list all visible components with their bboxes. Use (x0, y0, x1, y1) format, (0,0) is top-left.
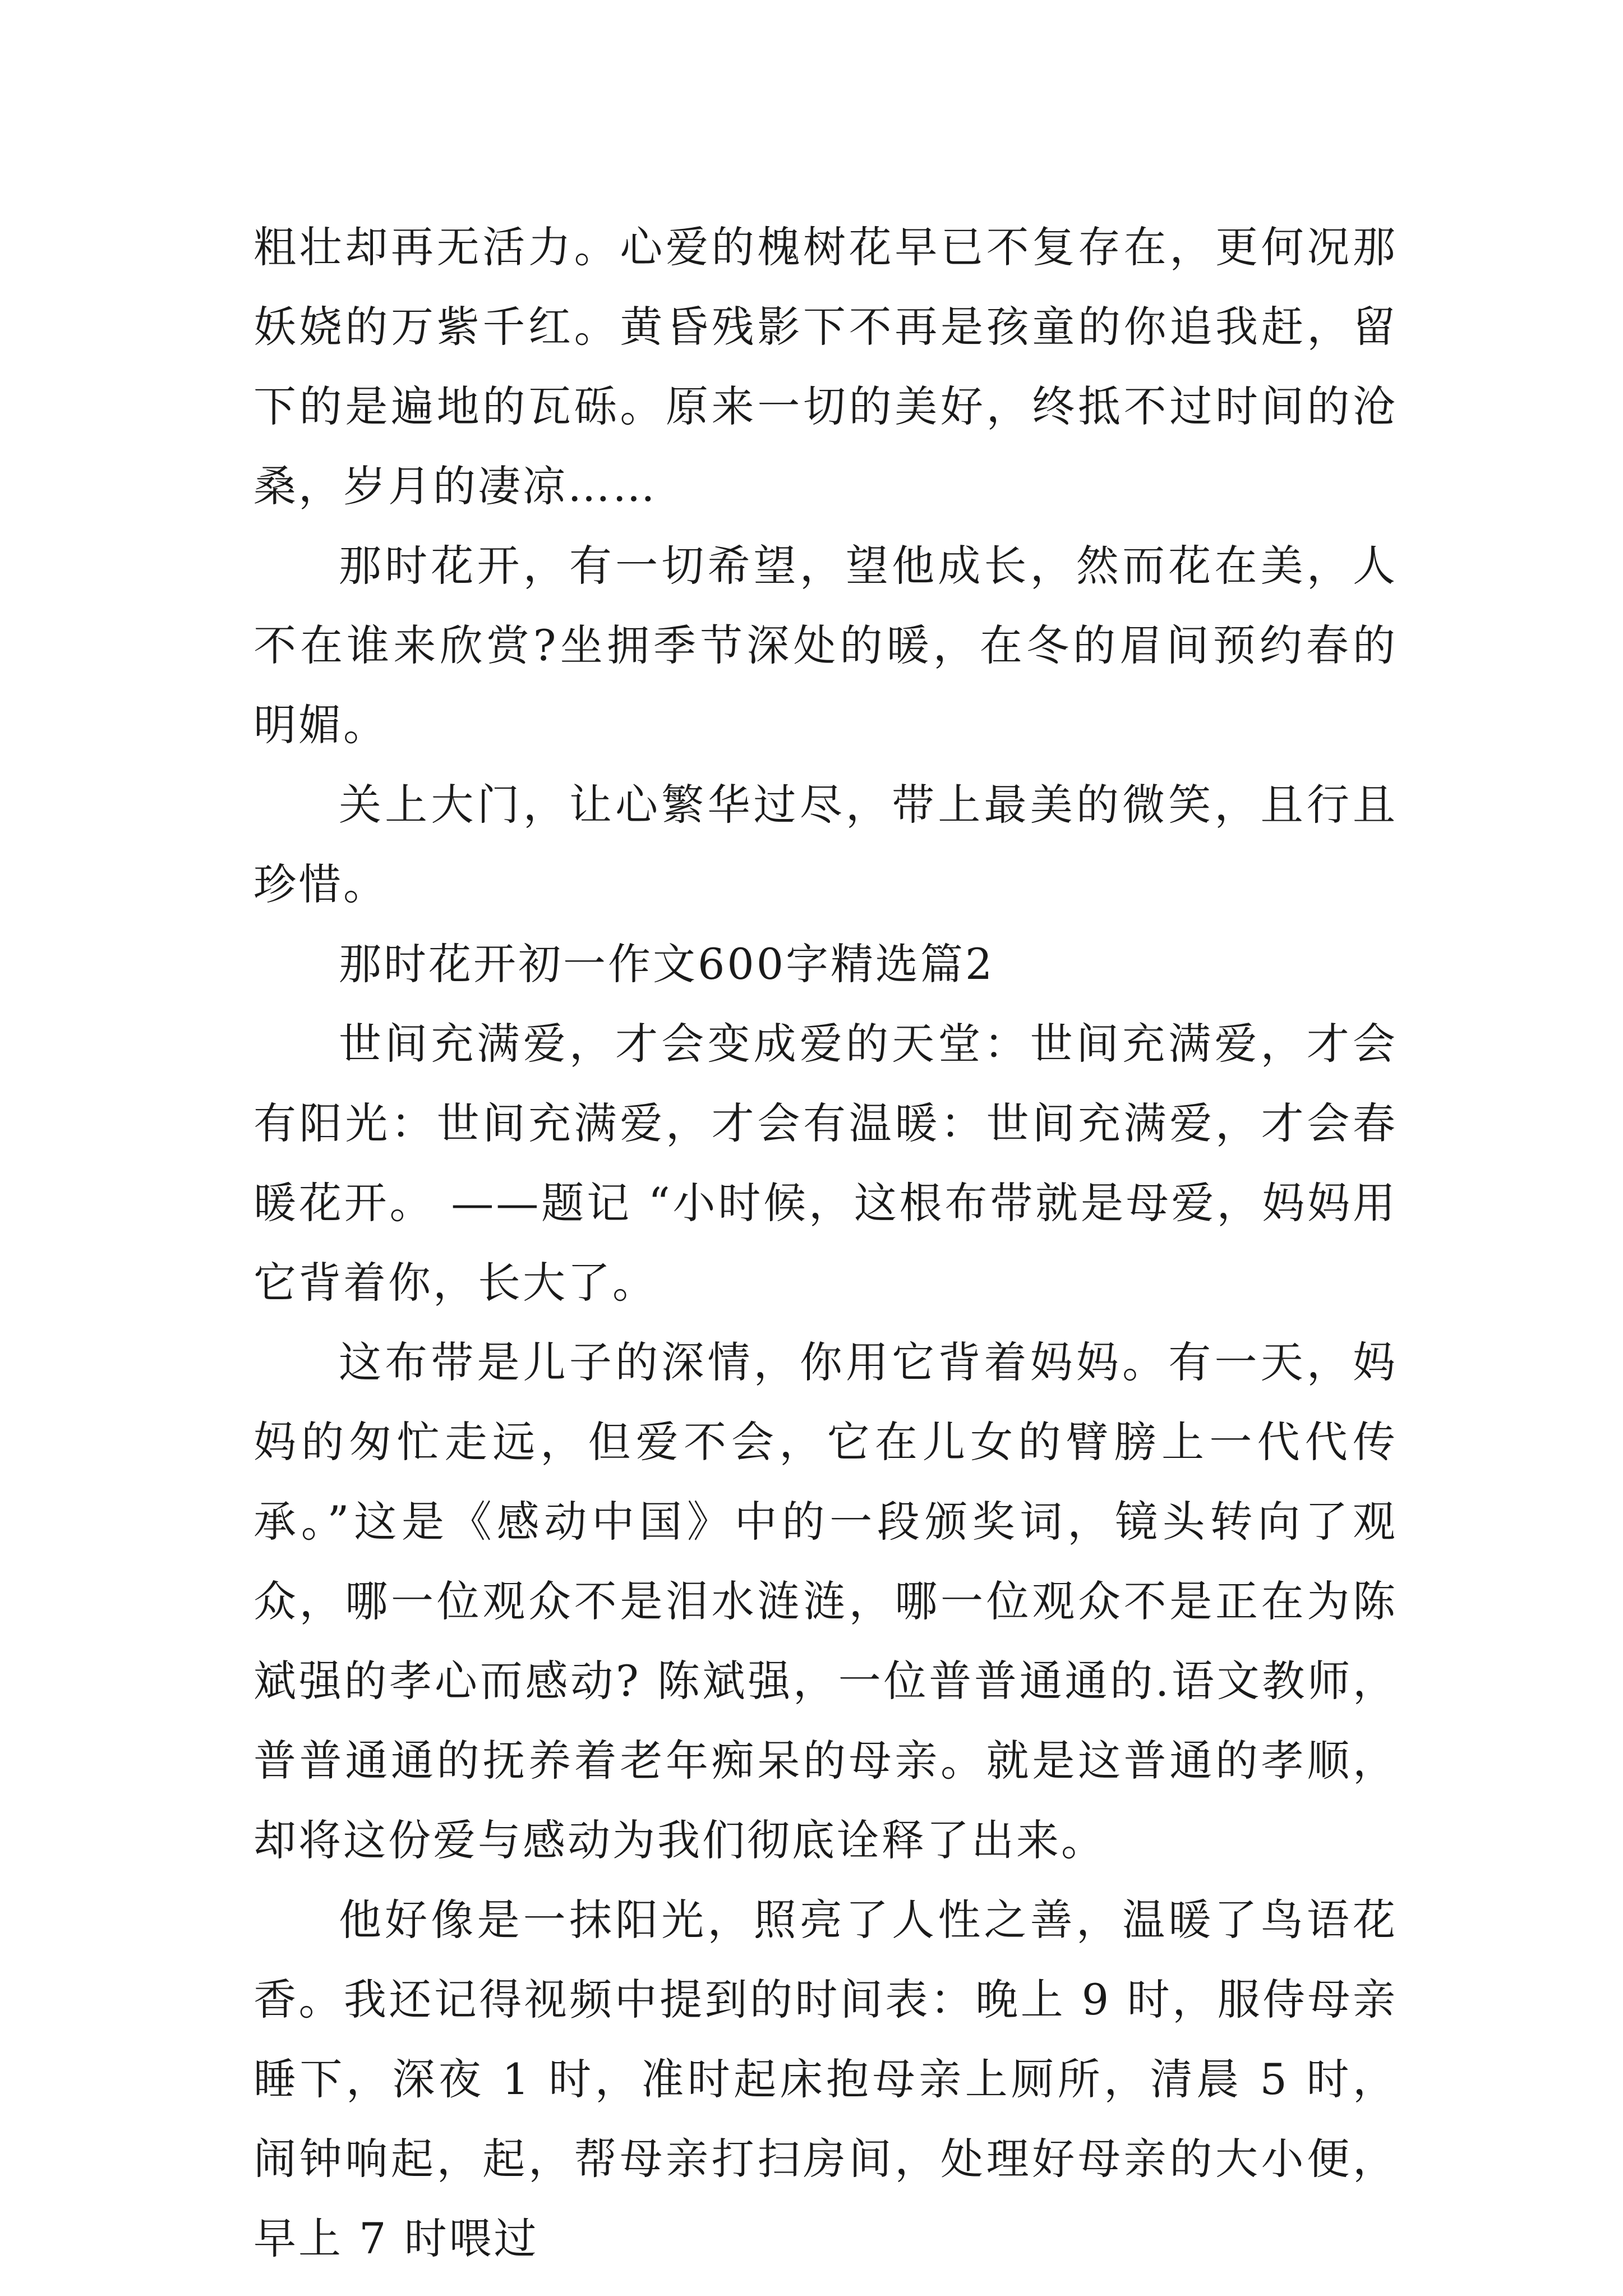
paragraph: 那时花开，有一切希望，望他成长，然而花在美，人不在谁来欣赏?坐拥季节深处的暖，在冬的眉间预约春的明媚。 (253, 541, 1398, 750)
document-body (253, 208, 1398, 2279)
section-heading: 那时花开初一作文600字精选篇2 (339, 939, 995, 989)
paragraph: 他好像是一抹阳光，照亮了人性之善，温暖了鸟语花香。我还记得视频中提到的时间表：晚上 9 时，服侍母亲睡下，深夜 1 时，准时起床抱母亲上厕所，清晨 5 时，闹钟响起，起，帮母亲打扫房间，处理好母亲的大小便，早上 7 时喂过 (253, 1895, 1398, 2263)
paragraph: 粗壮却再无活力。心爱的槐树花早已不复存在，更何况那妖娆的万紫千红。黄昏残影下不再是孩童的你追我赶，留下的是遍地的瓦砾。原来一切的美好，终抵不过时间的沧桑，岁月的凄凉…… (253, 222, 1398, 511)
paragraph: 这布带是儿子的深情，你用它背着妈妈。有一天，妈妈的匆忙走远，但爱不会，它在儿女的臂膀上一代代传承。”这是《感动中国》中的一段颁奖词，镜头转向了观众，哪一位观众不是泪水涟涟，哪一位观众不是正在为陈斌强的孝心而感动? 陈斌强，一位普普通通的.语文教师，普普通通的抚养着老年痴呆的母亲。就是这普通的孝顺，却将这份爱与感动为我们彻底诠释了出来。 (253, 1337, 1398, 1865)
paragraph: 世间充满爱，才会变成爱的天堂：世间充满爱，才会有阳光：世间充满爱，才会有温暖：世间充满爱，才会春暖花开。 ——题记 “小时候，这根布带就是母爱，妈妈用它背着你，长大了。 (253, 1019, 1398, 1308)
paragraph: 关上大门，让心繁华过尽，带上最美的微笑，且行且珍惜。 (253, 780, 1398, 909)
